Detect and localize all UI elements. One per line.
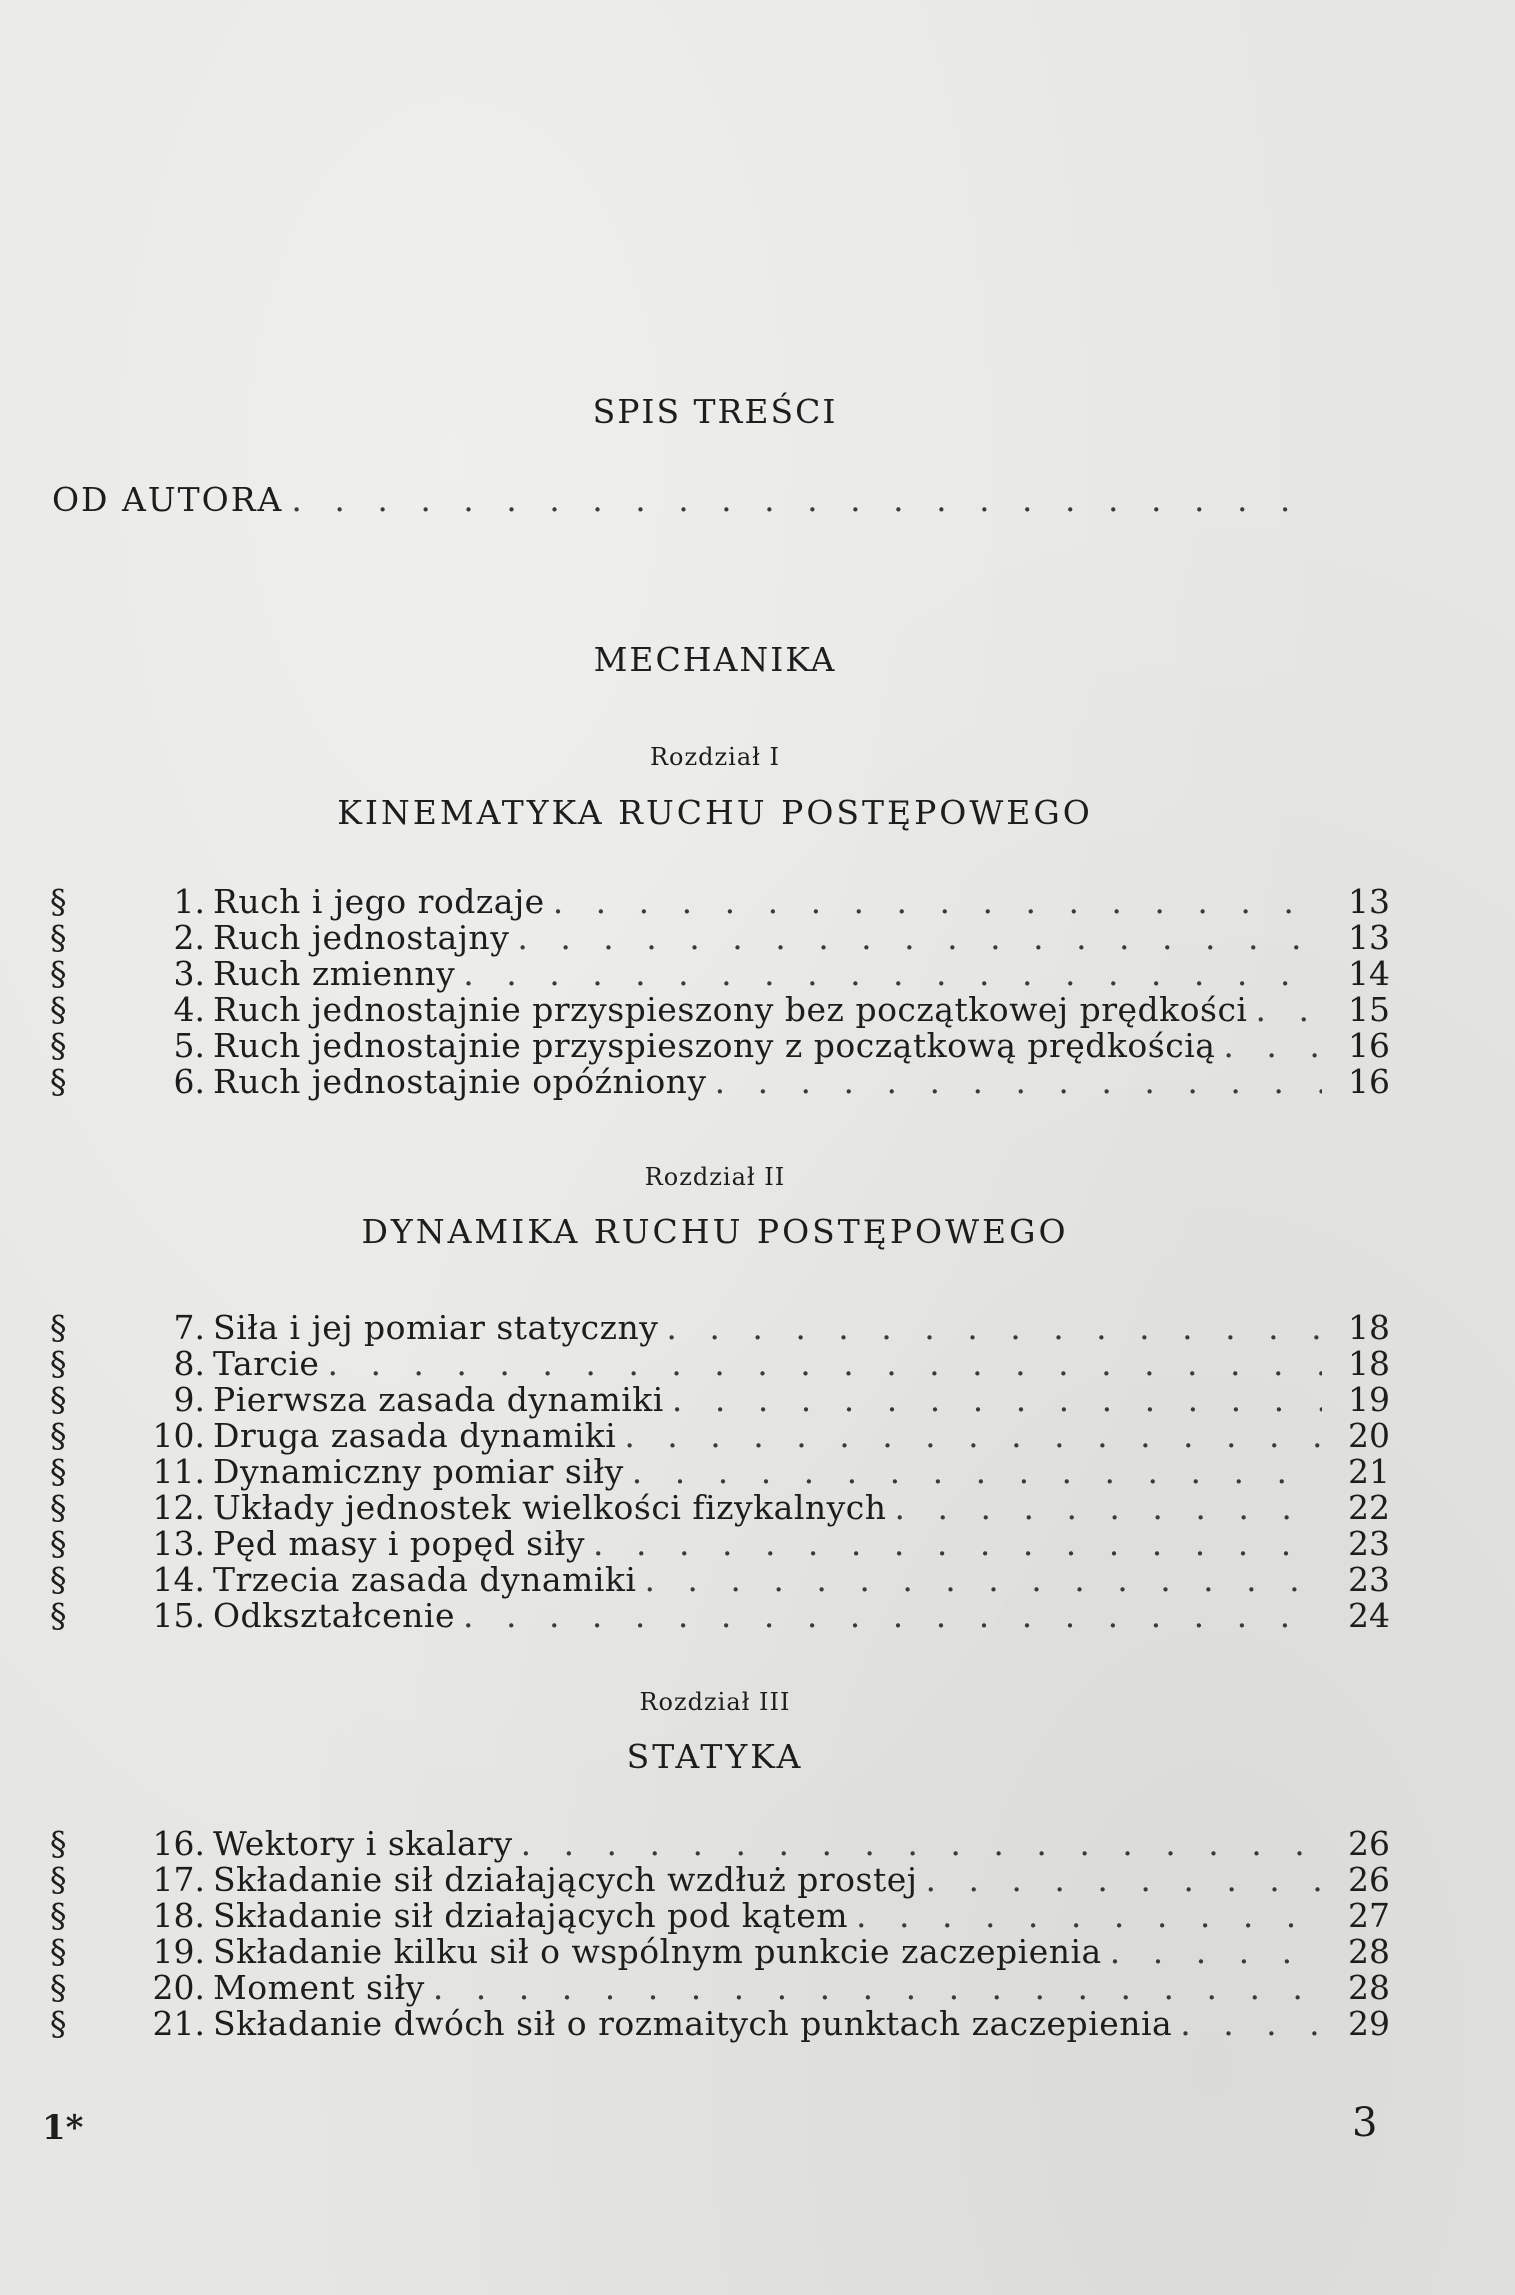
section-number: 1. <box>173 882 205 921</box>
section-sign: § <box>50 1860 67 1899</box>
toc-entry <box>50 2006 1390 2042</box>
leader-dots <box>553 884 1322 920</box>
page-number: 16 <box>1348 1026 1390 1065</box>
section-sign: § <box>50 1026 67 1065</box>
leader-dots <box>624 1418 1322 1454</box>
section-number: 3. <box>173 954 205 993</box>
leader-dots <box>291 480 1304 519</box>
page-number: 16 <box>1348 1062 1390 1101</box>
toc-entry <box>50 1382 1390 1418</box>
chapter-label: Rozdział I <box>649 743 781 771</box>
page-number: 19 <box>1348 1380 1390 1419</box>
section-sign: § <box>50 1344 67 1383</box>
section-sign: § <box>50 1824 67 1863</box>
section-title: Składanie dwóch sił o rozmaitych punktach zaczepienia <box>213 2004 1173 2043</box>
leader-dots <box>433 1970 1322 2006</box>
section-sign: § <box>50 954 67 993</box>
page-number: 23 <box>1348 1560 1390 1599</box>
toc-entry <box>50 1346 1390 1382</box>
leader-dots <box>715 1064 1322 1100</box>
toc-entry <box>50 1862 1390 1898</box>
toc-entry <box>50 1310 1390 1346</box>
chapter-label: Rozdział II <box>644 1163 786 1191</box>
signature-mark: 1* <box>42 2108 84 2148</box>
chapter-title: KINEMATYKA RUCHU POSTĘPOWEGO <box>337 793 1093 832</box>
toc-entry <box>50 1826 1390 1862</box>
section-title: Ruch jednostajnie przyspieszony bez początkowej prędkości <box>213 990 1248 1029</box>
section-number: 14. <box>152 1560 205 1599</box>
section-number: 6. <box>173 1062 205 1101</box>
section-sign: § <box>50 2004 67 2043</box>
section-title: Ruch i jego rodzaje <box>213 882 545 921</box>
section-title: Pierwsza zasada dynamiki <box>213 1380 664 1419</box>
section-number: 21. <box>152 2004 205 2043</box>
toc-title: SPIS TREŚCI <box>592 392 838 431</box>
chapter-title: STATYKA <box>626 1737 804 1776</box>
leader-dots <box>463 1598 1322 1634</box>
page-number: 18 <box>1348 1344 1390 1383</box>
page-number: 28 <box>1348 1968 1390 2007</box>
leader-dots <box>925 1862 1322 1898</box>
section-sign: § <box>50 1452 67 1491</box>
leader-dots <box>895 1490 1322 1526</box>
section-sign: § <box>50 1416 67 1455</box>
toc-entry-title: OD AUTORA <box>52 480 284 519</box>
chapter-label: Rozdział III <box>639 1688 791 1716</box>
section-title: Tarcie <box>213 1344 320 1383</box>
page-number: 20 <box>1348 1416 1390 1455</box>
page-number: 18 <box>1348 1308 1390 1347</box>
leader-dots <box>327 1346 1322 1382</box>
leader-dots <box>632 1454 1322 1490</box>
section-title: Składanie sił działających wzdłuż prostej <box>213 1860 918 1899</box>
toc-entry <box>50 1562 1390 1598</box>
section-sign: § <box>50 1596 67 1635</box>
page-number: 13 <box>1348 882 1390 921</box>
toc-entry <box>50 1028 1390 1064</box>
section-title: Trzecia zasada dynamiki <box>213 1560 637 1599</box>
toc-entry <box>50 1418 1390 1454</box>
page-number: 22 <box>1348 1488 1390 1527</box>
page-number: 15 <box>1348 990 1390 1029</box>
page-number: 26 <box>1348 1860 1390 1899</box>
section-sign: § <box>50 1308 67 1347</box>
section-number: 7. <box>173 1308 205 1347</box>
toc-entry <box>50 920 1390 956</box>
toc-entry-author <box>52 480 1312 520</box>
toc-entry <box>50 1526 1390 1562</box>
leader-dots <box>463 956 1322 992</box>
section-title: Układy jednostek wielkości fizykalnych <box>213 1488 887 1527</box>
section-number: 5. <box>173 1026 205 1065</box>
page-number: 28 <box>1348 1932 1390 1971</box>
leader-dots <box>1255 992 1322 1028</box>
section-sign: § <box>50 1524 67 1563</box>
section-sign: § <box>50 918 67 957</box>
section-sign: § <box>50 1488 67 1527</box>
section-number: 13. <box>152 1524 205 1563</box>
section-sign: § <box>50 882 67 921</box>
section-number: 18. <box>152 1896 205 1935</box>
section-number: 11. <box>152 1452 205 1491</box>
section-title: Wektory i skalary <box>213 1824 513 1863</box>
part-title: MECHANIKA <box>593 640 837 679</box>
section-sign: § <box>50 1062 67 1101</box>
section-number: 4. <box>173 990 205 1029</box>
section-title: Ruch jednostajny <box>213 918 510 957</box>
section-title: Odkształcenie <box>213 1596 455 1635</box>
section-title: Składanie sił działających pod kątem <box>213 1896 849 1935</box>
section-sign: § <box>50 1932 67 1971</box>
section-title: Dynamiczny pomiar siły <box>213 1452 624 1491</box>
section-number: 17. <box>152 1860 205 1899</box>
leader-dots <box>672 1382 1322 1418</box>
toc-entry <box>50 1934 1390 1970</box>
page-number-footer: 3 <box>1352 2100 1378 2146</box>
toc-entry <box>50 1970 1390 2006</box>
section-title: Pęd masy i popęd siły <box>213 1524 586 1563</box>
page-number: 24 <box>1348 1596 1390 1635</box>
toc-entry <box>50 1598 1390 1634</box>
section-sign: § <box>50 1968 67 2007</box>
leader-dots <box>666 1310 1322 1346</box>
leader-dots <box>644 1562 1322 1598</box>
section-title: Ruch jednostajnie opóźniony <box>213 1062 707 1101</box>
section-number: 10. <box>152 1416 205 1455</box>
section-number: 20. <box>152 1968 205 2007</box>
section-number: 15. <box>152 1596 205 1635</box>
page-number: 26 <box>1348 1824 1390 1863</box>
section-title: Ruch jednostajnie przyspieszony z początkową prędkością <box>213 1026 1216 1065</box>
toc-entry <box>50 992 1390 1028</box>
leader-dots <box>1223 1028 1322 1064</box>
page-number: 29 <box>1348 2004 1390 2043</box>
section-title: Siła i jej pomiar statyczny <box>213 1308 659 1347</box>
section-number: 12. <box>152 1488 205 1527</box>
toc-entry <box>50 1898 1390 1934</box>
section-number: 8. <box>173 1344 205 1383</box>
toc-entry <box>50 1490 1390 1526</box>
section-sign: § <box>50 1380 67 1419</box>
leader-dots <box>517 920 1322 956</box>
section-title: Druga zasada dynamiki <box>213 1416 617 1455</box>
section-number: 9. <box>173 1380 205 1419</box>
section-number: 16. <box>152 1824 205 1863</box>
leader-dots <box>856 1898 1322 1934</box>
section-sign: § <box>50 1560 67 1599</box>
leader-dots <box>521 1826 1322 1862</box>
toc-entry <box>50 1454 1390 1490</box>
section-title: Moment siły <box>213 1968 425 2007</box>
chapter-title: DYNAMIKA RUCHU POSTĘPOWEGO <box>361 1212 1069 1251</box>
page-number: 14 <box>1348 954 1390 993</box>
section-title: Składanie kilku sił o wspólnym punkcie zaczepienia <box>213 1932 1102 1971</box>
section-title: Ruch zmienny <box>213 954 456 993</box>
page-number: 27 <box>1348 1896 1390 1935</box>
section-sign: § <box>50 990 67 1029</box>
section-number: 19. <box>152 1932 205 1971</box>
page-number: 23 <box>1348 1524 1390 1563</box>
leader-dots <box>593 1526 1322 1562</box>
page-number: 21 <box>1348 1452 1390 1491</box>
toc-entry <box>50 884 1390 920</box>
page-number: 13 <box>1348 918 1390 957</box>
toc-entry <box>50 956 1390 992</box>
toc-entry <box>50 1064 1390 1100</box>
leader-dots <box>1110 1934 1322 1970</box>
section-number: 2. <box>173 918 205 957</box>
section-sign: § <box>50 1896 67 1935</box>
leader-dots <box>1180 2006 1322 2042</box>
